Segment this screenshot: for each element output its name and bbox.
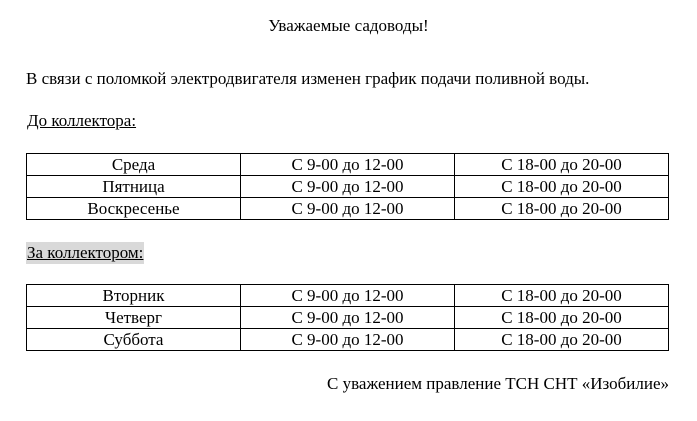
table-row — [27, 307, 669, 329]
schedule-table-after-collector — [26, 284, 669, 351]
announcement-text: В связи с поломкой электродвигателя изменен график подачи поливной воды. — [26, 69, 590, 88]
section-heading-after-collector: За коллектором: — [27, 243, 144, 262]
table-row — [27, 198, 669, 220]
morning-time-cell: С 9-00 до 12-00 — [241, 285, 455, 307]
day-cell: Воскресенье — [27, 198, 241, 220]
evening-time-cell: С 18-00 до 20-00 — [455, 198, 669, 220]
morning-time-cell: С 9-00 до 12-00 — [241, 307, 455, 329]
evening-time-cell: С 18-00 до 20-00 — [455, 154, 669, 176]
section-heading-before-collector: До коллектора: — [27, 111, 137, 130]
evening-time-cell: С 18-00 до 20-00 — [455, 329, 669, 351]
evening-time-cell: С 18-00 до 20-00 — [455, 285, 669, 307]
table-row — [27, 176, 669, 198]
table-row — [27, 285, 669, 307]
morning-time-cell: С 9-00 до 12-00 — [241, 198, 455, 220]
day-cell: Вторник — [27, 285, 241, 307]
day-cell: Суббота — [27, 329, 241, 351]
greeting-title: Уважаемые садоводы! — [268, 16, 429, 35]
morning-time-cell: С 9-00 до 12-00 — [241, 176, 455, 198]
day-cell: Четверг — [27, 307, 241, 329]
table-row — [27, 329, 669, 351]
table-row — [27, 154, 669, 176]
morning-time-cell: С 9-00 до 12-00 — [241, 154, 455, 176]
evening-time-cell: С 18-00 до 20-00 — [455, 307, 669, 329]
signature-text: С уважением правление ТСН СНТ «Изобилие» — [327, 374, 669, 393]
day-cell: Пятница — [27, 176, 241, 198]
evening-time-cell: С 18-00 до 20-00 — [455, 176, 669, 198]
morning-time-cell: С 9-00 до 12-00 — [241, 329, 455, 351]
schedule-table-before-collector — [26, 153, 669, 220]
day-cell: Среда — [27, 154, 241, 176]
